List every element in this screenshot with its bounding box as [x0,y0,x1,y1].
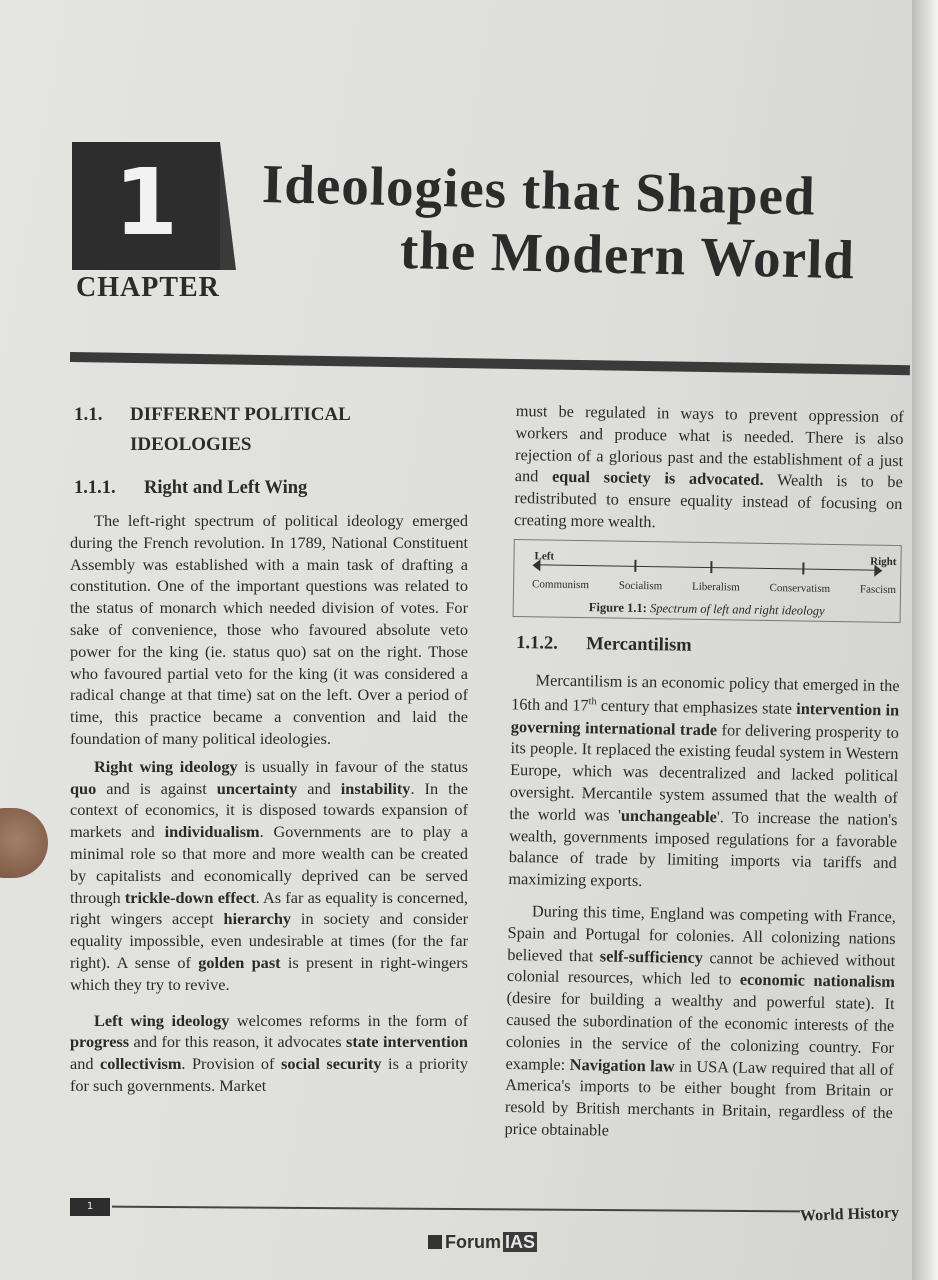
spectrum-line [534,564,880,571]
chapter-title-line2: the Modern World [399,219,856,291]
forum-logo-icon [428,1235,442,1249]
spectrum-label: Fascism [859,583,897,596]
spectrum-figure [513,539,902,623]
spectrum-label: Conservatism [769,581,831,595]
spectrum-tick [710,561,712,573]
figure-right-label: Right [870,555,897,568]
subsection-heading-right-left [74,478,307,499]
section-title-line1: DIFFERENT POLITICAL [130,404,351,425]
paragraph-mercantilism-2: During this time, England was competing with France, Spain and Portugal for colonies. All colonizing nations believed that self-sufficiency cannot be achieved without colonial resources, which led to economic nationalism (desire for building a wealthy and powerful state). It caused the subordination of the economic interests of the colonies in the service of the colonizing country. For example: Navigation law in USA (Law required that all of America's imports to be either bought from Britain or resold by British merchants in Britain, regardless of the price obtainable [504,901,897,1140]
subsection-heading-mercantilism: 1.1.2. Mercantilism [516,632,692,656]
section-heading [74,400,351,460]
footer-rule [112,1206,800,1212]
paragraph-mercantilism-1: Mercantilism is an economic policy that emerged in the 16th and 17th century that emphasizes state intervention in governing international trade for delivering prosperity to its people. It replaced the existing feudal system in Western Europe, which was decentralized and lacked political oversight. Mercantile system assumed that the wealth of the world was 'unchangeable'. To increase the nation's wealth, governments imposed regulations for a favorable balance of trade by limiting imports via tariffs and maximizing exports. [508,669,900,891]
page-edge [912,0,938,1280]
section-number: 1.1. [74,404,103,425]
left-column [70,510,468,1097]
right-column [504,400,904,1146]
page-number: 1 [70,1198,110,1216]
spectrum-label: Socialism [618,579,663,593]
chapter-label: CHAPTER [76,272,220,303]
spectrum-label: Communism [532,578,590,591]
spectrum-tick [634,560,636,572]
right-arrow-icon [874,564,882,576]
chapter-number: 1 [113,149,178,256]
spectrum-label: Liberalism [691,580,740,594]
figure-caption: Figure 1.1: Spectrum of left and right ideology [588,599,825,618]
section-title-line2: IDEOLOGIES [130,434,252,455]
title-divider [70,352,910,375]
paragraph-left-wing-continued: must be regulated in ways to prevent oppression of workers and produce what is needed. There is also rejection of a glorious past and the establishment of a just and equal society is advocated. Wealth is to be redistributed to ensure equality instead of focusing on creating more wealth. [513,400,904,532]
paragraph-right-wing: Right wing ideology is usually in favour of the status quo and is against uncertainty and instability. In the context of economics, it is disposed towards expansion of markets and individualism. Governments are to play a minimal role so that more and more wealth can be created by capitalists and economically deprived can be served through trickle-down effect. As far as equality is concerned, right wingers accept hierarchy in society and consider equality impossible, even undesirable at times (for the far right). A sense of golden past is present in right-wingers which they try to revive. [70,756,469,994]
chapter-title-line1: Ideologies that Shaped [261,153,817,227]
chapter-number-box [72,142,220,270]
thumb-image [0,808,48,878]
footer-book-title: World History [799,1204,900,1225]
subsection-title: Right and Left Wing [144,478,308,498]
spectrum-tick [802,562,804,574]
publisher-brand: Forum IAS [428,1232,537,1253]
paragraph-left-right-spectrum: The left-right spectrum of political ideology emerged during the French revolution. In 1789, National Constituent Assembly was established with a main task of drafting a constitution. One of the important questions was related to the status of monarch which needed division of votes. For sake of convenience, those who favoured absolute veto power for the king (ie. status quo) sat on the right. Those who favoured partial veto for the king (it was considered a radical change at that time) sat on the left. Over a period of time, this practice became a convention and laid the foundation of many political ideologies. [70,511,468,748]
subsection-number: 1.1.1. [74,478,116,498]
paragraph-left-wing: Left wing ideology welcomes reforms in the form of progress and for this reason, it advocates state intervention and collectivism. Provision of social security is a priority for such governments. Market [70,1010,469,1095]
figure-left-label: Left [534,550,555,563]
